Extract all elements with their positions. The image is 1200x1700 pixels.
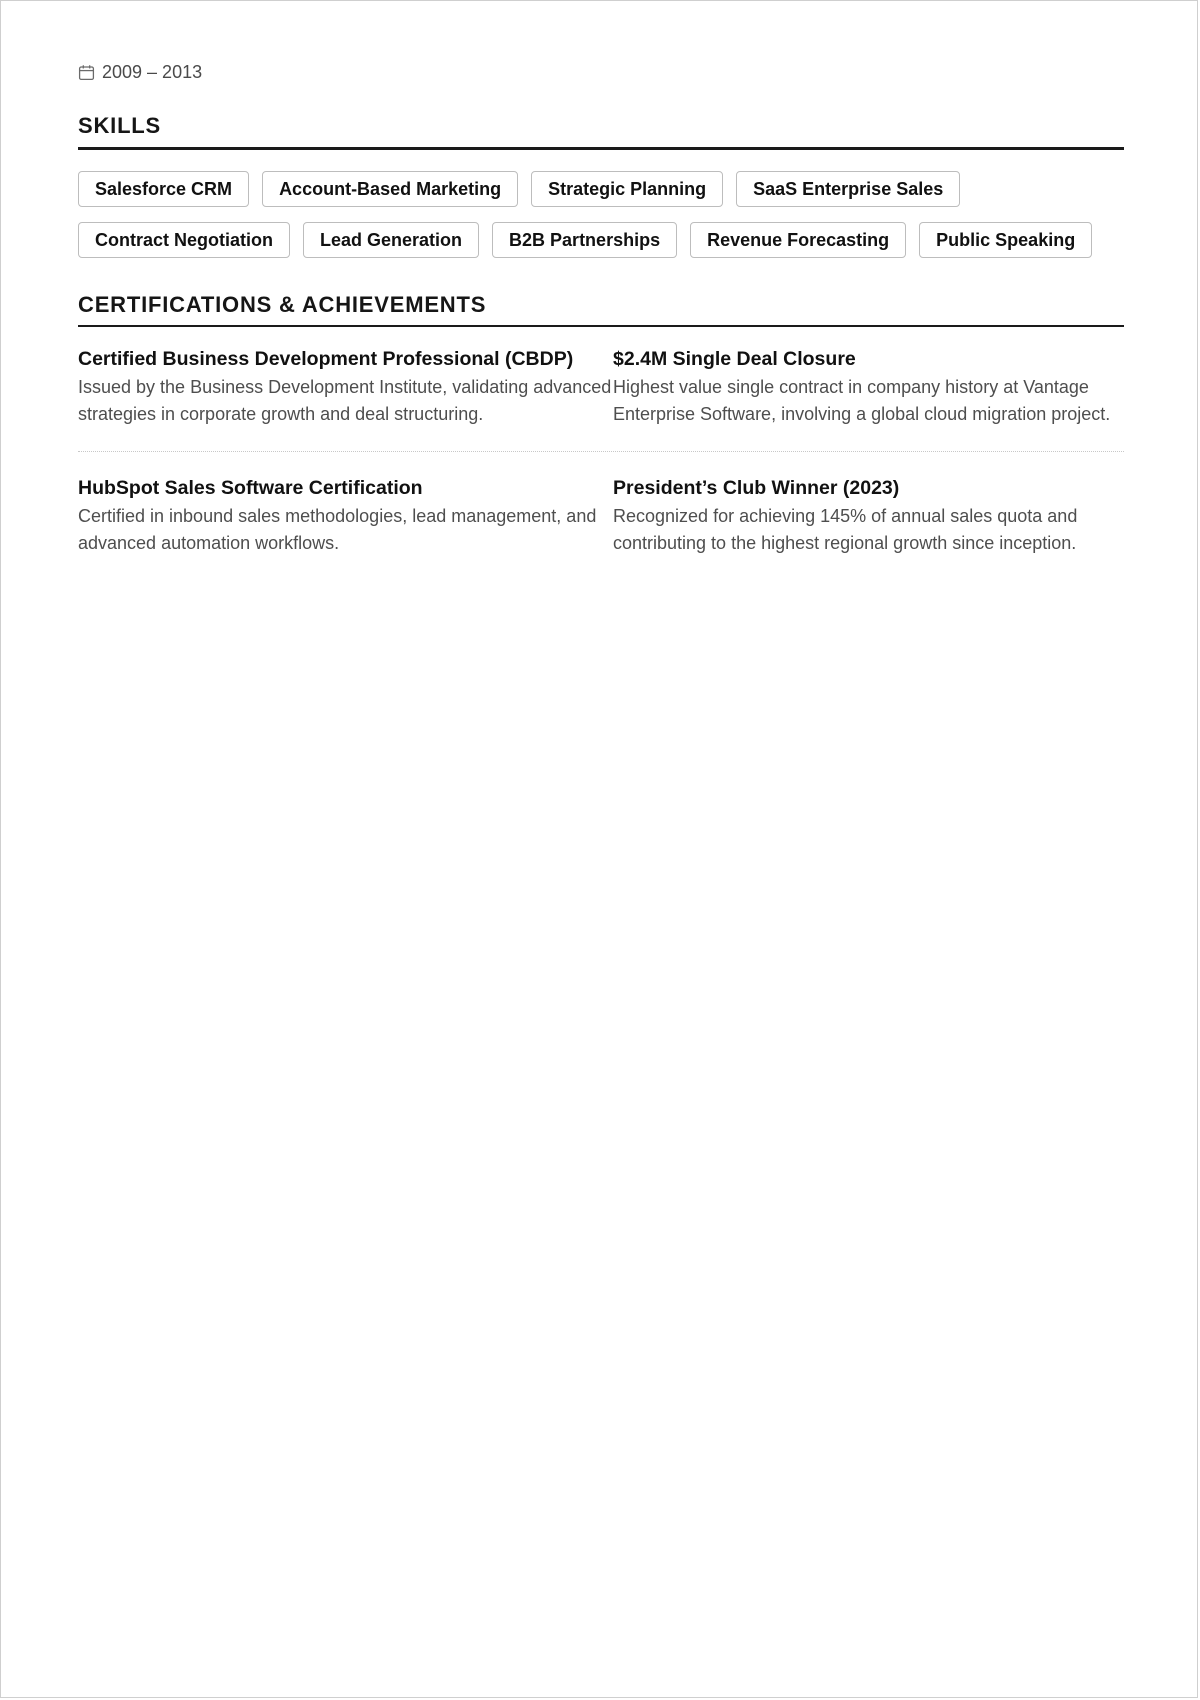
certification-title: President’s Club Winner (2023) xyxy=(613,477,900,499)
skills-list xyxy=(78,171,1124,258)
certifications-row xyxy=(78,452,1124,557)
skill-tag: B2B Partnerships xyxy=(492,222,677,258)
skill-tag: Lead Generation xyxy=(303,222,479,258)
certification-item xyxy=(78,476,613,557)
calendar-icon xyxy=(78,64,95,81)
skills-heading: SKILLS xyxy=(78,113,1124,150)
skill-tag: Public Speaking xyxy=(919,222,1092,258)
certifications-row xyxy=(78,347,1124,452)
certification-title: Certified Business Development Professional (CBDP) xyxy=(78,348,574,370)
skill-tag: Contract Negotiation xyxy=(78,222,290,258)
certification-title: HubSpot Sales Software Certification xyxy=(78,477,423,499)
certifications-heading: CERTIFICATIONS & ACHIEVEMENTS xyxy=(78,292,1124,327)
education-dates: 2009 – 2013 xyxy=(102,62,203,82)
education-date-line xyxy=(78,61,202,83)
certification-description: Recognized for achieving 145% of annual sales quota and contributing to the highest regional growth since inception. xyxy=(613,506,1078,553)
skill-tag: Revenue Forecasting xyxy=(690,222,906,258)
certification-item xyxy=(613,347,1124,451)
certification-description: Highest value single contract in company history at Vantage Enterprise Software, involving a global cloud migration project. xyxy=(613,377,1111,424)
skill-tag: Salesforce CRM xyxy=(78,171,249,207)
certification-description: Issued by the Business Development Institute, validating advanced strategies in corporate growth and deal structuring. xyxy=(78,377,612,424)
certification-item xyxy=(613,476,1124,557)
certifications-grid xyxy=(78,347,1124,557)
skill-tag: Account-Based Marketing xyxy=(262,171,518,207)
skill-tag: Strategic Planning xyxy=(531,171,723,207)
certification-item xyxy=(78,347,613,451)
skill-tag: SaaS Enterprise Sales xyxy=(736,171,960,207)
certification-title: $2.4M Single Deal Closure xyxy=(613,348,856,370)
certification-description: Certified in inbound sales methodologies, lead management, and advanced automation workflows. xyxy=(78,506,597,553)
